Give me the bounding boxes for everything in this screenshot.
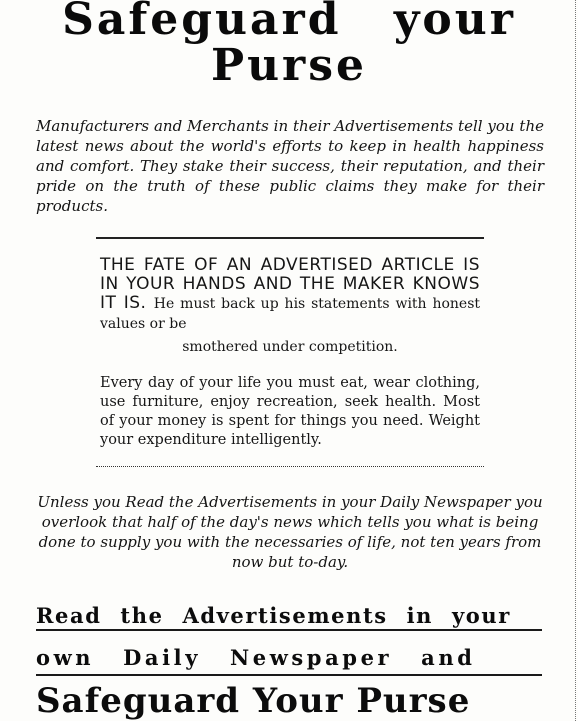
box-lead-end: smothered under competition. — [182, 339, 398, 355]
closing-paragraph: Unless you Read the Advertisements in your Daily Newspaper you overlook that half of the day's news which tells you what is being done to supply you with the necessaries of life, not ten years from now but to-day. — [37, 493, 543, 571]
box-bottom-rule — [96, 466, 484, 467]
cta-line-3: Safeguard Your Purse — [36, 681, 471, 721]
cta-underline-1 — [36, 629, 542, 631]
box-body-paragraph: Every day of your life you must eat, wear clothing, use furniture, enjoy recreation, seek health. Most of your money is spent for things you need. Weight your expenditure intelligently. — [100, 375, 480, 448]
box-caps-text: THE FATE OF AN ADVERTISED ARTICLE IS IN YOUR HANDS AND THE MAKER KNOWS IT IS. — [100, 255, 480, 313]
box-top-rule — [96, 237, 484, 239]
cta-line-1: Read the Advertisements in your — [36, 603, 511, 628]
cta-line-2: own Daily Newspaper and — [36, 645, 476, 670]
headline-line-2: Purse — [210, 40, 368, 91]
cta-underline-2 — [36, 674, 542, 676]
intro-paragraph: Manufacturers and Merchants in their Advertisements tell you the latest news about the world's efforts to keep in health happiness and comfort. They stake their success, their reputation, and their pride on the truth of these public claims they make for their products. — [36, 117, 544, 215]
headline-line-1: Safeguard your — [62, 0, 516, 45]
box-lead-text: He must back up his statements with honest values or be — [100, 296, 481, 332]
page-edge-line — [575, 0, 576, 721]
box-statement — [100, 256, 480, 334]
